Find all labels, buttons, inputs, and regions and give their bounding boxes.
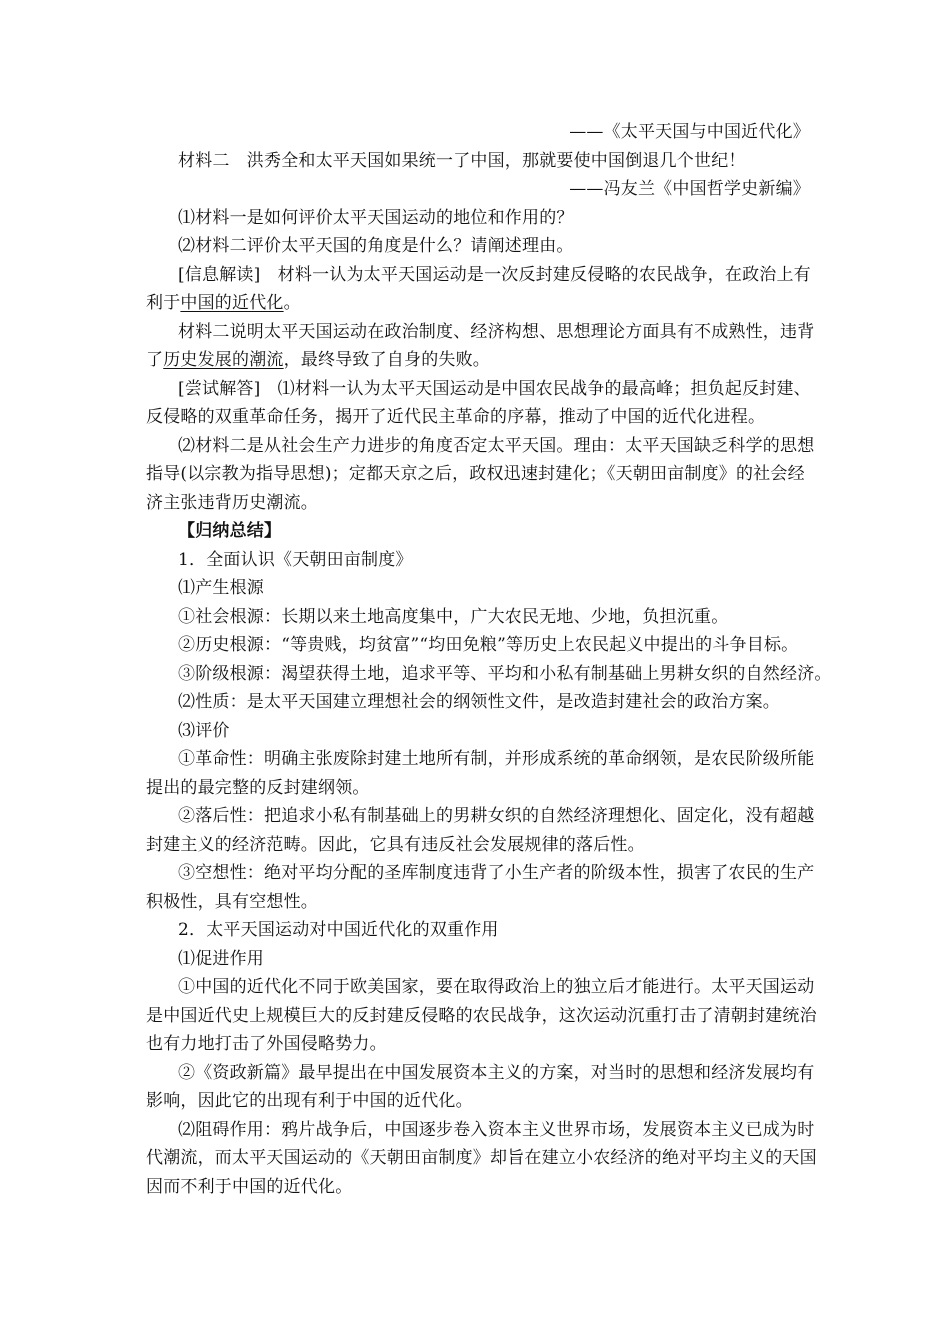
section-2-title: 2．太平天国运动对中国近代化的双重作用 [178,920,499,940]
section-1-1a: ①社会根源：长期以来土地高度集中，广大农民无地、少地，负担沉重。 [178,606,729,627]
answer-line-3: ⑵材料二是从社会生产力进步的角度否定太平天国。理由：太平天国缺乏科学的思想 [178,435,815,456]
info-reading-line-3: 材料二说明太平天国运动在政治制度、经济构想、思想理论方面具有不成熟性，违背 [178,321,815,342]
underlined-keyword: 历史发展的潮流 [163,350,284,370]
question-1: ⑴材料一是如何评价太平天国运动的地位和作用的？ [178,207,574,228]
section-1-1: ⑴产生根源 [178,578,264,598]
section-1-2: ⑵性质：是太平天国建立理想社会的纲领性文件，是改造封建社会的政治方案。 [178,692,780,712]
section-2-1: ⑴促进作用 [178,948,264,969]
section-2-2-line-3: 因而不利于中国的近代化。 [146,1176,353,1197]
section-2-1a-line-2: 是中国近代史上规模巨大的反封建反侵略的农民战争，这次运动沉重打击了清朝封建统治 [146,1005,817,1026]
section-1-3b-line-2: 封建主义的经济范畴。因此，它具有违反社会发展规律的落后性。 [146,834,645,855]
section-1-1c: ③阶级根源：渴望获得土地，追求平等、平均和小私有制基础上男耕女织的自然经济。 [178,663,832,684]
section-1-title: 1．全面认识《天朝田亩制度》 [178,549,413,570]
section-1-3c-line-1: ③空想性：绝对平均分配的圣库制度违背了小生产者的阶级本性，损害了农民的生产 [178,863,815,883]
info-reading-line-4 [146,346,810,375]
section-1-3: ⑶评价 [178,720,230,741]
answer-line-2: 反侵略的双重革命任务，揭开了近代民主革命的序幕，推动了中国的近代化进程。 [146,407,766,427]
underlined-keyword: 中国的近代化 [180,293,284,313]
section-2-1b-line-2: 影响，因此它的出现有利于中国的近代化。 [146,1091,473,1111]
info-reading-line-2 [146,289,810,318]
section-1-1b: ②历史根源：“等贵贱，均贫富”“均田免粮”等历史上农民起义中提出的斗争目标。 [178,635,799,655]
section-2-2-line-1: ⑵阻碍作用：鸦片战争后，中国逐步卷入资本主义世界市场，发展资本主义已成为时 [178,1119,815,1140]
source-citation-1: ——《太平天国与中国近代化》 [569,122,810,142]
section-1-3a-line-2: 提出的最完整的反封建纲领。 [146,777,370,798]
info-reading-text: 了 [146,350,164,370]
section-2-2-line-2: 代潮流，而太平天国运动的《天朝田亩制度》却旨在建立小农经济的绝对平均主义的天国 [146,1148,817,1168]
info-reading-text: ，最终导致了自身的失败。 [283,350,491,370]
answer-line-5: 济主张违背历史潮流。 [146,492,318,513]
info-reading-line-1: [信息解读] 材料一认为太平天国运动是一次反封建反侵略的农民战争，在政治上有 [178,264,811,285]
document-body [146,118,832,1201]
section-1-3b-line-1: ②落后性：把追求小私有制基础上的男耕女织的自然经济理想化、固定化，没有超越 [178,806,815,826]
question-2: ⑵材料二评价太平天国的角度是什么？请阐述理由。 [178,236,574,256]
section-2-1a-line-3: 也有力地打击了外国侵略势力。 [146,1034,387,1054]
answer-line-1: [尝试解答] ⑴材料一认为太平天国运动是中国农民战争的最高峰；担负起反封建、 [178,378,811,399]
section-1-3c-line-2: 积极性，具有空想性。 [146,891,318,912]
source-citation-2: ——冯友兰《中国哲学史新编》 [569,179,810,199]
section-2-1a-line-1: ①中国的近代化不同于欧美国家，要在取得政治上的独立后才能进行。太平天国运动 [178,977,815,997]
section-2-1b-line-1: ②《资政新篇》最早提出在中国发展资本主义的方案，对当时的思想和经济发展均有 [178,1062,815,1083]
info-reading-text: 。 [283,293,301,313]
answer-line-4: 指导(以宗教为指导思想)；定都天京之后，政权迅速封建化；《天朝田亩制度》的社会经 [146,464,805,484]
info-reading-text: 利于 [146,293,181,313]
section-1-3a-line-1: ①革命性：明确主张废除封建土地所有制，并形成系统的革命纲领，是农民阶级所能 [178,749,815,769]
summary-heading: 【归纳总结】 [178,521,282,541]
material-two: 材料二 洪秀全和太平天国如果统一了中国，那就要使中国倒退几个世纪！ [178,150,746,171]
